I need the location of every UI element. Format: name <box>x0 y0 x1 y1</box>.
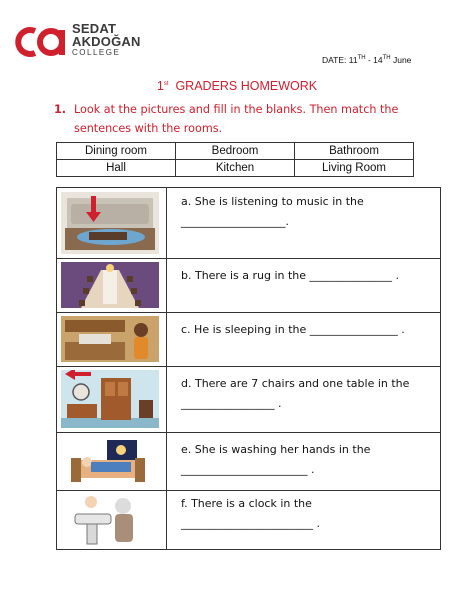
word-bank-cell: Hall <box>57 160 176 177</box>
logo-mark-icon <box>14 25 68 59</box>
word-bank-table <box>56 142 414 177</box>
instruction <box>54 100 430 138</box>
date-label: DATE: 11TH - 14TH June <box>322 55 412 65</box>
logo-line-3: COLLEGE <box>72 48 121 57</box>
logo-line-2: AKDOĞAN <box>72 34 141 49</box>
exercise-d-blank[interactable]: _________________ . <box>181 397 282 410</box>
column-divider <box>166 188 167 549</box>
instruction-text: Look at the pictures and fill in the blanks. Then match the sentences with the rooms. <box>74 103 399 135</box>
word-bank-cell: Bathroom <box>295 143 414 160</box>
word-bank-cell: Kitchen <box>176 160 295 177</box>
school-logo <box>14 22 154 66</box>
exercise-f-line-1: f. There is a clock in the <box>181 497 312 510</box>
exercise-c-line-1: c. He is sleeping in the ________________ . <box>181 323 405 336</box>
dining-room-picture <box>61 262 159 308</box>
exercise-table <box>56 187 441 550</box>
bedroom-picture <box>61 436 159 486</box>
instruction-number: 1. <box>54 103 67 116</box>
page-title: 1st GRADERS HOMEWORK <box>156 79 318 93</box>
word-bank-cell: Living Room <box>295 160 414 177</box>
living-room-picture <box>61 192 159 254</box>
logo-line-1: SEDAT <box>72 21 117 36</box>
exercise-d-line-1: d. There are 7 chairs and one table in the <box>181 377 410 390</box>
row-divider <box>57 366 440 367</box>
exercise-a-line-1: a. She is listening to music in the <box>181 195 364 208</box>
row-divider <box>57 312 440 313</box>
word-bank-cell: Dining room <box>57 143 176 160</box>
kitchen-picture <box>61 316 159 362</box>
row-divider <box>57 432 440 433</box>
bathroom-picture <box>61 494 159 546</box>
exercise-e-blank[interactable]: _______________________ . <box>181 463 315 476</box>
exercise-e-line-1: e. She is washing her hands in the <box>181 443 371 456</box>
arrow-icon <box>91 196 96 212</box>
row-divider <box>57 258 440 259</box>
word-bank-cell: Bedroom <box>176 143 295 160</box>
exercise-f-blank[interactable]: ________________________ . <box>181 517 320 530</box>
exercise-b-line-1: b. There is a rug in the _______________ . <box>181 269 400 282</box>
hall-picture <box>61 370 159 428</box>
row-divider <box>57 490 440 491</box>
exercise-a-blank[interactable]: ___________________. <box>181 215 289 228</box>
